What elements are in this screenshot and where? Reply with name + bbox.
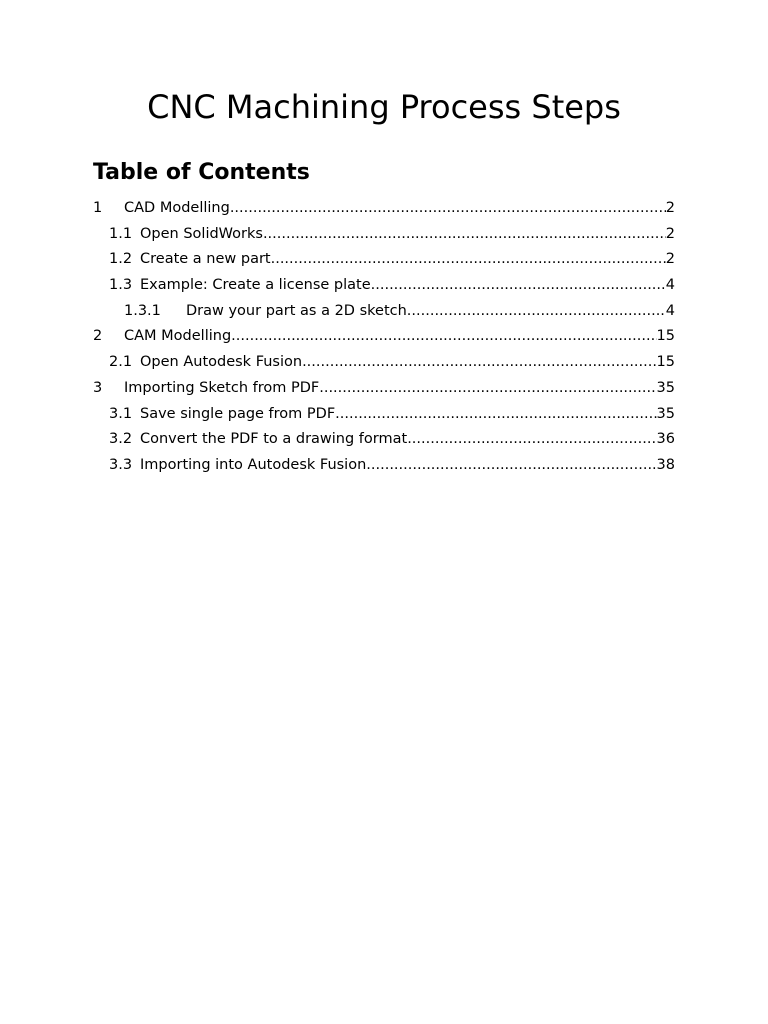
toc-entry-title: Example: Create a license plate xyxy=(140,277,371,294)
toc-dot-leader xyxy=(230,196,666,222)
toc-entry-page: 2 xyxy=(665,251,675,268)
toc-entry-number: 1.3.1 xyxy=(124,302,161,319)
toc-entry-1-3-1[interactable] xyxy=(93,299,675,325)
toc-entry-title: Convert the PDF to a drawing format xyxy=(140,431,408,448)
toc-entry-page: 2 xyxy=(665,225,675,242)
toc-entry-1[interactable] xyxy=(93,196,675,222)
toc-entry-page: 35 xyxy=(656,379,675,396)
toc-entry-3-3[interactable] xyxy=(93,453,675,479)
toc-dot-leader xyxy=(366,453,656,479)
toc-entry-number: 1.1 xyxy=(109,225,133,242)
document-title: CNC Machining Process Steps xyxy=(147,88,621,126)
toc-entry-number: 3.3 xyxy=(109,456,133,473)
toc-entry-page: 15 xyxy=(656,354,675,371)
toc-entry-2-1[interactable] xyxy=(93,350,675,376)
toc-dot-leader xyxy=(407,299,666,325)
toc-entry-page: 4 xyxy=(665,277,675,294)
toc-entry-number: 1.2 xyxy=(109,251,133,268)
toc-entry-3-2[interactable] xyxy=(93,427,675,453)
toc-dot-leader xyxy=(319,376,656,402)
toc-entry-title: Draw your part as a 2D sketch xyxy=(186,302,407,319)
toc-entry-page: 2 xyxy=(665,200,675,216)
toc-dot-leader xyxy=(263,222,666,248)
toc-dot-leader xyxy=(407,427,656,453)
toc-dot-leader xyxy=(302,350,656,376)
toc-entry-title: CAM Modelling xyxy=(124,328,232,345)
table-of-contents xyxy=(93,196,675,479)
toc-entry-number: 3.1 xyxy=(109,405,133,422)
toc-entry-title: Importing Sketch from PDF xyxy=(124,379,320,396)
toc-entry-page: 4 xyxy=(665,302,675,319)
toc-entry-number: 1.3 xyxy=(109,277,133,294)
toc-entry-page: 15 xyxy=(656,328,675,345)
toc-entry-3[interactable] xyxy=(93,376,675,402)
toc-dot-leader xyxy=(231,324,656,350)
toc-entry-page: 38 xyxy=(656,456,675,473)
toc-heading: Table of Contents xyxy=(93,160,310,185)
toc-entry-1-2[interactable] xyxy=(93,247,675,273)
toc-entry-page: 36 xyxy=(656,431,675,448)
toc-entry-number: 3.2 xyxy=(109,431,133,448)
toc-entry-page: 35 xyxy=(656,405,675,422)
toc-entry-title: Save single page from PDF xyxy=(140,405,336,422)
toc-entry-2[interactable] xyxy=(93,324,675,350)
toc-entry-1-3[interactable] xyxy=(93,273,675,299)
toc-dot-leader xyxy=(371,273,666,299)
toc-entry-3-1[interactable] xyxy=(93,402,675,428)
toc-entry-title: Open SolidWorks xyxy=(140,225,263,242)
toc-dot-leader xyxy=(335,402,656,428)
toc-dot-leader xyxy=(271,247,666,273)
toc-entry-number: 2.1 xyxy=(109,354,133,371)
toc-entry-title: Open Autodesk Fusion xyxy=(140,354,303,371)
toc-entry-title: Importing into Autodesk Fusion xyxy=(140,456,367,473)
toc-entry-number: 1 xyxy=(93,200,103,216)
toc-entry-title: CAD Modelling xyxy=(124,200,230,216)
toc-entry-1-1[interactable] xyxy=(93,222,675,248)
toc-entry-number: 2 xyxy=(93,328,103,345)
toc-entry-number: 3 xyxy=(93,379,103,396)
toc-entry-title: Create a new part xyxy=(140,251,271,268)
